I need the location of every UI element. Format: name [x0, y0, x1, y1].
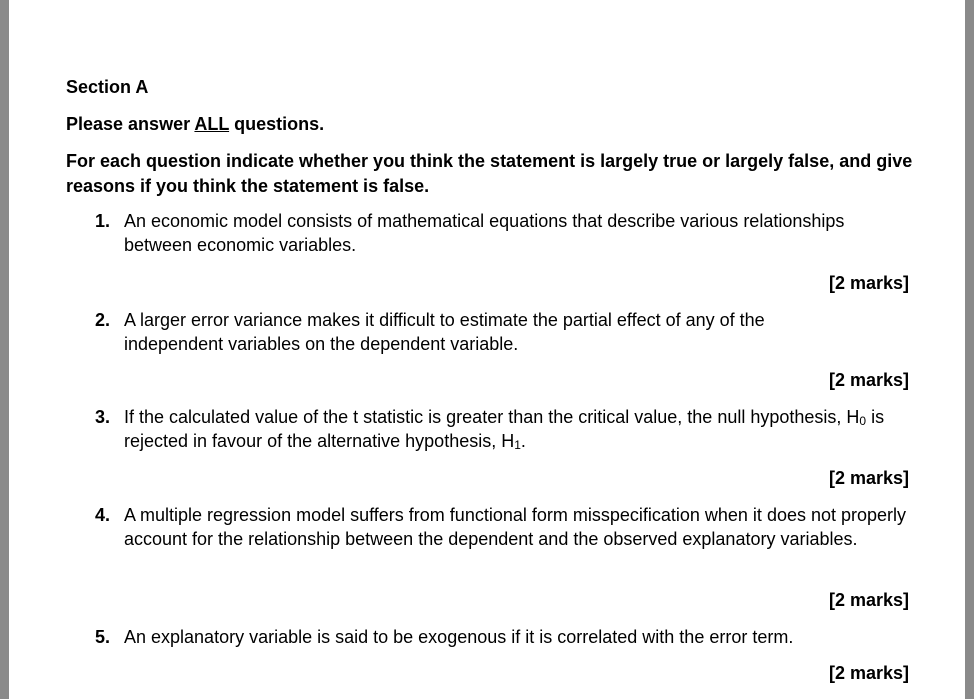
instruction-prefix: Please answer [66, 114, 195, 134]
question-number: 3. [95, 407, 111, 427]
question-2 [95, 308, 910, 358]
question-text [124, 405, 914, 453]
question-number: 2. [95, 310, 111, 330]
question-2-marks: [2 marks] [828, 370, 909, 390]
question-4 [95, 503, 910, 577]
question-number: 1. [95, 211, 111, 231]
question-3-marks: [2 marks] [828, 468, 909, 488]
question-text-part: . [520, 431, 526, 451]
section-title: Section A [66, 77, 149, 97]
question-text: An economic model consists of mathematical equations that describe various relationships between economic variables. [124, 211, 845, 255]
directions-text: For each question indicate whether you think the statement is largely true or largely false, and give reasons if you think the statement is false. [66, 151, 913, 196]
question-text: An explanatory variable is said to be exogenous if it is correlated with the error term. [124, 627, 794, 647]
question-text: A larger error variance makes it difficult to estimate the partial effect of any of the independent variables on the dependent variable. [124, 310, 765, 354]
question-text-part: If the calculated value of the t statistic is greater than the critical value, the null hypothesis, H [124, 407, 860, 427]
instruction-suffix: questions. [229, 114, 325, 134]
instruction-emphasis: ALL [194, 114, 230, 134]
question-1-marks: [2 marks] [828, 273, 909, 293]
question-text: A multiple regression model suffers from functional form misspecification when it does not properly account for the relationship between the dependent and the observed explanatory variables. [124, 505, 907, 549]
question-1 [95, 209, 910, 259]
question-4-marks: [2 marks] [828, 590, 909, 610]
exam-page [9, 0, 965, 699]
h0-subscript: 0 [859, 414, 867, 428]
question-3 [95, 405, 910, 455]
question-number: 4. [95, 505, 111, 525]
question-5-marks: [2 marks] [828, 663, 909, 683]
question-5 [95, 625, 910, 651]
h1-subscript: 1 [514, 438, 521, 452]
question-text-part: is rejected in favour of the alternative hypothesis, H [124, 407, 885, 451]
question-number: 5. [95, 627, 111, 647]
answer-instruction [66, 113, 324, 135]
